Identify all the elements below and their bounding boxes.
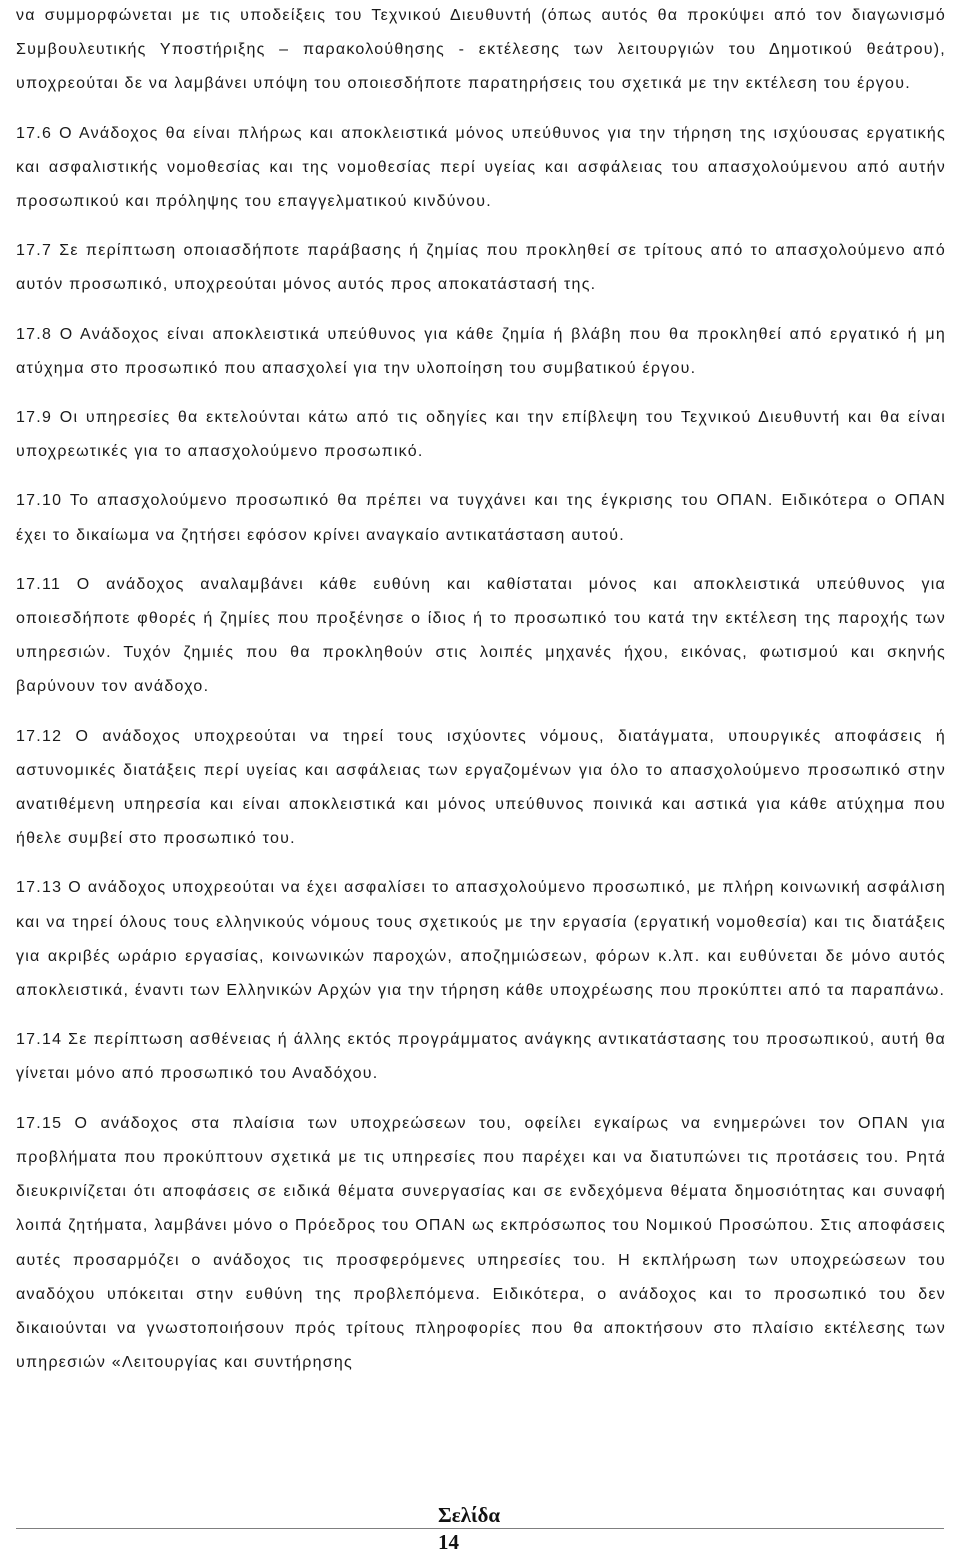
page-footer <box>438 1502 518 1556</box>
paragraph-17-10: 17.10 Το απασχολούμενο προσωπικό θα πρέπει να τυγχάνει και της έγκρισης του ΟΠΑΝ. Ειδικότερα ο ΟΠΑΝ έχει το δικαίωμα να ζητήσει εφόσον κρίνει αναγκαίο αντικατάσταση αυτού. <box>16 492 946 544</box>
paragraph-17-7: 17.7 Σε περίπτωση οποιασδήποτε παράβασης ή ζημίας που προκληθεί σε τρίτους από το απασχολούμενο από αυτόν προσωπικό, υποχρεούται μόνος αυτός προς αποκατάστασή της. <box>16 242 946 294</box>
paragraph-17-9: 17.9 Οι υπηρεσίες θα εκτελούνται κάτω από τις οδηγίες και την επίβλεψη του Τεχνικού Διευθυντή και θα είναι υποχρεωτικές για το απασχολούμενο προσωπικό. <box>16 409 946 461</box>
page-number: 14 <box>438 1530 459 1554</box>
paragraph-17-6: 17.6 Ο Ανάδοχος θα είναι πλήρως και αποκλειστικά μόνος υπεύθυνος για την τήρηση της ισχύουσας εργατικής και ασφαλιστικής νομοθεσίας και της νομοθεσίας περί υγείας και ασφάλειας του απασχολούμενου από αυτήν προσωπικού και πρόληψης του επαγγελματικού κινδύνου. <box>16 124 946 211</box>
paragraph-17-12: 17.12 Ο ανάδοχος υποχρεούται να τηρεί τους ισχύοντες νόμους, διατάγματα, υπουργικές αποφάσεις ή αστυνομικές διατάξεις περί υγείας και ασφάλειας των εργαζομένων για όλο το απασχολούμενο προσωπικό στην ανατιθέμενη υπηρεσία και είναι αποκλειστικά και μόνος υπεύθυνος ποινικά και αστικά για κάθε ατύχημα που ήθελε συμβεί στο προσωπικό του. <box>16 727 946 848</box>
paragraph-17-13: 17.13 Ο ανάδοχος υποχρεούται να έχει ασφαλίσει το απασχολούμενο προσωπικό, με πλήρη κοινωνική ασφάλιση και να τηρεί όλους τους ελληνικούς νόμους τους σχετικούς με την εργασία (εργατική νομοθεσία) και τις διατάξεις για ακριβές ωράριο εργασίας, κοινωνικών παροχών, αποζημιώσεων, φόρων κ.λπ. και ευθύνεται δε μόνο αυτός αποκλειστικά, έναντι των Ελληνικών Αρχών για την τήρηση κάθε υποχρέωσης που προκύπτει από τα παραπάνω. <box>16 879 946 1000</box>
page-label: Σελίδα <box>438 1503 501 1527</box>
paragraph-17-14: 17.14 Σε περίπτωση ασθένειας ή άλλης εκτός προγράμματος ανάγκης αντικατάστασης του προσωπικού, αυτή θα γίνεται μόνο από προσωπικό του Αναδόχου. <box>16 1031 946 1083</box>
paragraph-17-8: 17.8 Ο Ανάδοχος είναι αποκλειστικά υπεύθυνος για κάθε ζημία ή βλάβη που θα προκληθεί από εργατικό ή μη ατύχημα στο προσωπικό που απασχολεί για την υλοποίηση του συμβατικού έργου. <box>16 325 946 377</box>
paragraph-17-15: 17.15 Ο ανάδοχος στα πλαίσια των υποχρεώσεων του, οφείλει εγκαίρως να ενημερώνει τον ΟΠΑΝ για προβλήματα που προκύπτουν σχετικά με τις υπηρεσίες που παρέχει και να διατυπώνει τις προτάσεις του. Ρητά διευκρινίζεται ότι αποφάσεις σε ειδικά θέματα συνεργασίας και σε ενδεχόμενα θέματα δημοσιότητας και συναφή λοιπά ζητήματα, λαμβάνει μόνο ο Πρόεδρος του ΟΠΑΝ ως εκπρόσωπος του Νομικού Προσώπου. Στις αποφάσεις αυτές προσαρμόζει ο ανάδοχος τις προσφερόμενες υπηρεσίες του. Η εκπλήρωση των υποχρεώσεων του αναδόχου υπόκειται στην ευθύνη της προβλεπόμενα. Ειδικότερα, ο ανάδοχος και το προσωπικό του δεν δικαιούνται να γνωστοποιήσουν πρός τρίτους πληροφορίες που θα αποκτήσουν στο πλαίσιο εκτέλεσης των υπηρεσιών «Λειτουργίας και συντήρησης <box>16 1114 946 1372</box>
paragraph-continuation: να συμμορφώνεται με τις υποδείξεις του Τεχνικού Διευθυντή (όπως αυτός θα προκύψει από τον διαγωνισμό Συμβουλευτικής Υποστήριξης – παρακολούθησης - εκτέλεσης των λειτουργιών του Δημοτικού θεάτρου), υποχρεούται δε να λαμβάνει υπόψη του οποιεσδήποτε παρατηρήσεις του σχετικά με την εκτέλεση του έργου. <box>16 7 946 93</box>
paragraph-17-11: 17.11 Ο ανάδοχος αναλαμβάνει κάθε ευθύνη και καθίσταται μόνος και αποκλειστικά υπεύθυνος για οποιεσδήποτε φθορές ή ζημίες που προξένησε ο ίδιος ή το προσωπικό του κατά την εκτέλεση της παροχής των υπηρεσιών. Τυχόν ζημιές που θα προκληθούν στις λοιπές μηχανές ήχου, εικόνας, φωτισμού και σκηνής βαρύνουν τον ανάδοχο. <box>16 575 946 696</box>
document-body <box>16 0 946 1380</box>
